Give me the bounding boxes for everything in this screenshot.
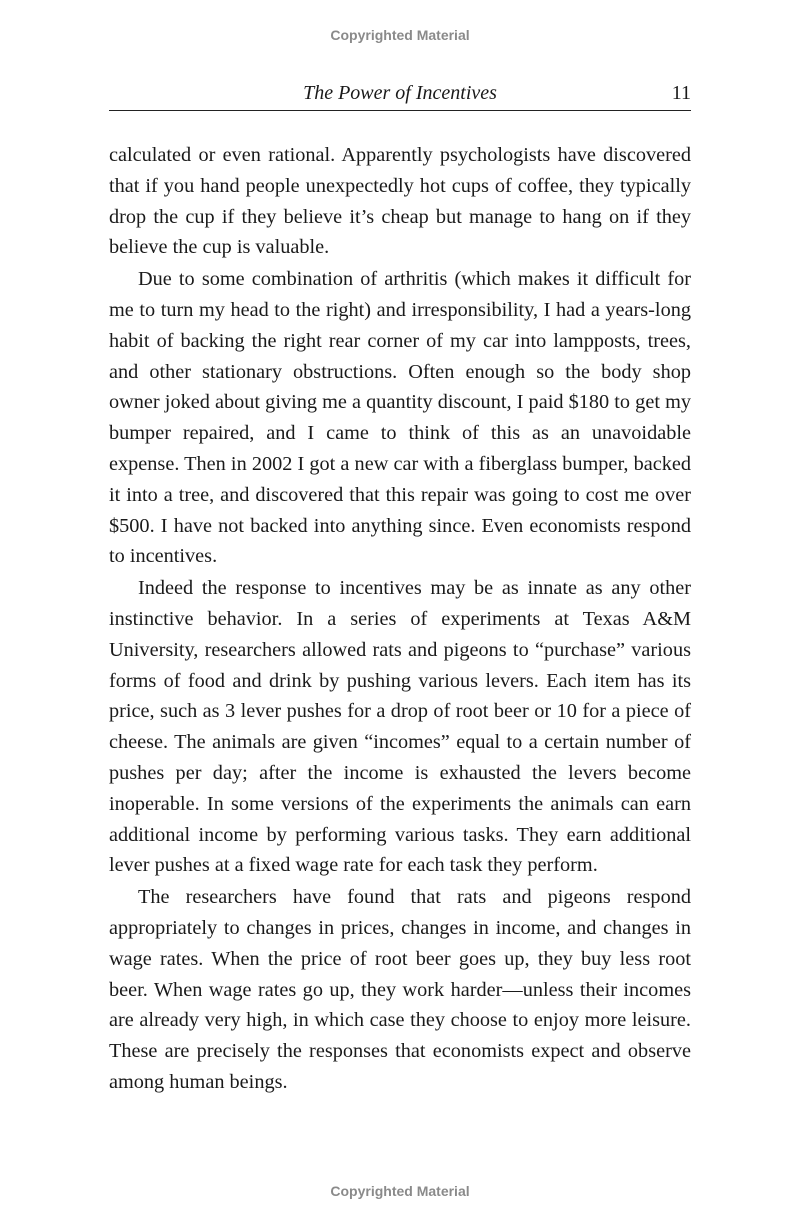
- paragraph-continuation: calculated or even rational. Apparently psychologists have discovered that if you hand people unexpectedly hot cups of coffee, they typically drop the cup if they believe it’s cheap but manage to hang on if they believe the cup is valuable.: [109, 144, 691, 259]
- running-header: [109, 80, 691, 111]
- paragraph-experiments: Indeed the response to incentives may be as innate as any other instinctive behavior. In a series of experiments at Texas A&M University, researchers allowed rats and pigeons to “purchase” various forms of food and drink by pushing various levers. Each item has its price, such as 3 lever pushes for a drop of root beer or 10 for a piece of cheese. The animals are given “incomes” equal to a certain number of pushes per day; after the income is exhausted the levers become inoperable. In some versions of the experiments the animals can earn additional income by performing various tasks. They earn additional lever pushes at a fixed wage rate for each task they perform.: [109, 577, 691, 877]
- paragraph-findings: The researchers have found that rats and pigeons respond appropriately to changes in prices, changes in income, and changes in wage rates. When the price of root beer goes up, they buy less root beer. When wage rates go up, they work harder—unless their incomes are already very high, in which case they choose to enjoy more leisure. These are precisely the responses that economists expect and observe among human beings.: [109, 886, 691, 1093]
- watermark-bottom: Copyrighted Material: [330, 1183, 470, 1199]
- body-text: [109, 140, 691, 1099]
- watermark-top: Copyrighted Material: [330, 27, 470, 43]
- running-title: The Power of Incentives: [303, 82, 497, 104]
- paragraph-bumper: Due to some combination of arthritis (which makes it difficult for me to turn my head to the right) and irresponsibility, I had a years-long habit of backing the right rear corner of my car into lampposts, trees, and other stationary obstructions. Often enough so the body shop owner joked about giving me a quantity discount, I paid $180 to get my bumper repaired, and I came to think of this as an unavoidable expense. Then in 2002 I got a new car with a fiberglass bumper, backed it into a tree, and discovered that this repair was going to cost me over $500. I have not backed into anything since. Even economists respond to incentives.: [109, 268, 691, 568]
- page-number: 11: [671, 82, 691, 104]
